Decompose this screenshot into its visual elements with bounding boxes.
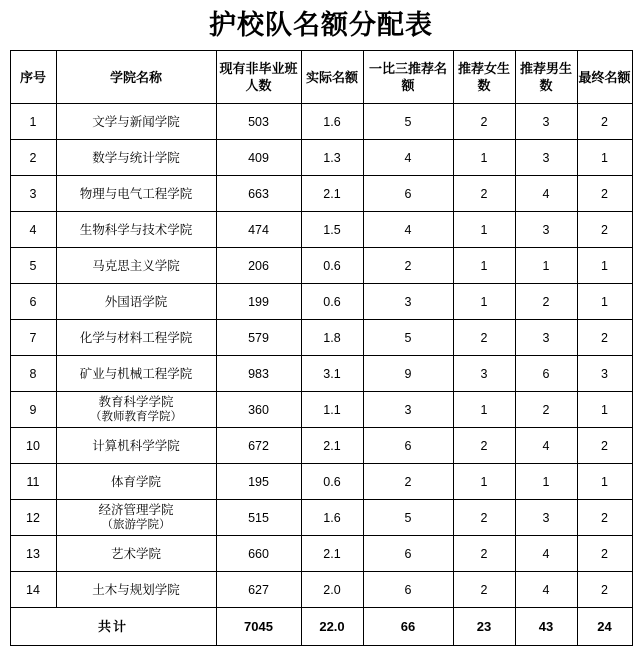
cell-current-nongraduating: 199	[216, 284, 301, 320]
table-row	[10, 464, 632, 500]
cell-actual-quota: 2.1	[301, 428, 363, 464]
college-name-main: 矿业与机械工程学院	[79, 366, 193, 381]
cell-current-nongraduating: 660	[216, 536, 301, 572]
cell-current-nongraduating: 474	[216, 212, 301, 248]
cell-total-ratio-quota: 66	[363, 608, 453, 646]
cell-male-count: 3	[515, 320, 577, 356]
cell-college-name	[56, 104, 216, 140]
table-row	[10, 428, 632, 464]
cell-female-count: 2	[453, 536, 515, 572]
cell-final-quota: 1	[577, 284, 632, 320]
cell-male-count: 3	[515, 212, 577, 248]
cell-total-male-count: 43	[515, 608, 577, 646]
cell-actual-quota: 2.1	[301, 536, 363, 572]
table-body	[10, 104, 632, 646]
cell-final-quota: 2	[577, 572, 632, 608]
table-header-row	[10, 51, 632, 104]
college-name-main: 文学与新闻学院	[92, 114, 180, 129]
cell-current-nongraduating: 663	[216, 176, 301, 212]
cell-total-final-quota: 24	[577, 608, 632, 646]
cell-college-name	[56, 536, 216, 572]
cell-index: 12	[10, 500, 56, 536]
college-name-main: 艺术学院	[110, 546, 161, 561]
cell-college-name	[56, 392, 216, 428]
cell-college-name	[56, 572, 216, 608]
cell-female-count: 1	[453, 212, 515, 248]
cell-ratio-quota: 4	[363, 140, 453, 176]
cell-current-nongraduating: 206	[216, 248, 301, 284]
table-row	[10, 140, 632, 176]
cell-male-count: 3	[515, 500, 577, 536]
cell-current-nongraduating: 627	[216, 572, 301, 608]
page-title: 护校队名额分配表	[209, 10, 433, 40]
cell-ratio-quota: 6	[363, 428, 453, 464]
table-row	[10, 572, 632, 608]
cell-index: 14	[10, 572, 56, 608]
cell-current-nongraduating: 983	[216, 356, 301, 392]
cell-ratio-quota: 5	[363, 104, 453, 140]
cell-college-name	[56, 356, 216, 392]
cell-female-count: 2	[453, 572, 515, 608]
column-header-current-nongraduating: 现有非毕业班人数	[216, 51, 301, 104]
cell-index: 10	[10, 428, 56, 464]
cell-final-quota: 1	[577, 140, 632, 176]
cell-final-quota: 2	[577, 320, 632, 356]
cell-female-count: 2	[453, 320, 515, 356]
cell-female-count: 1	[453, 464, 515, 500]
cell-current-nongraduating: 515	[216, 500, 301, 536]
cell-actual-quota: 1.6	[301, 500, 363, 536]
cell-actual-quota: 0.6	[301, 284, 363, 320]
college-name-main: 物理与电气工程学院	[79, 186, 193, 201]
cell-male-count: 4	[515, 176, 577, 212]
cell-index: 5	[10, 248, 56, 284]
column-header-index: 序号	[10, 51, 56, 104]
cell-final-quota: 3	[577, 356, 632, 392]
cell-college-name	[56, 176, 216, 212]
cell-index: 6	[10, 284, 56, 320]
cell-college-name	[56, 248, 216, 284]
column-header-actual-quota: 实际名额	[301, 51, 363, 104]
cell-actual-quota: 0.6	[301, 248, 363, 284]
table-row	[10, 500, 632, 536]
quota-allocation-table	[10, 50, 633, 646]
cell-final-quota: 1	[577, 464, 632, 500]
column-header-final-quota: 最终名额	[577, 51, 632, 104]
cell-final-quota: 2	[577, 500, 632, 536]
cell-actual-quota: 1.6	[301, 104, 363, 140]
cell-male-count: 6	[515, 356, 577, 392]
column-header-male-count: 推荐男生数	[515, 51, 577, 104]
cell-actual-quota: 1.8	[301, 320, 363, 356]
cell-ratio-quota: 3	[363, 284, 453, 320]
cell-female-count: 3	[453, 356, 515, 392]
cell-female-count: 1	[453, 392, 515, 428]
college-name-main: 马克思主义学院	[92, 258, 180, 273]
cell-current-nongraduating: 409	[216, 140, 301, 176]
cell-male-count: 2	[515, 392, 577, 428]
cell-male-count: 4	[515, 536, 577, 572]
cell-female-count: 1	[453, 284, 515, 320]
cell-male-count: 2	[515, 284, 577, 320]
cell-female-count: 2	[453, 176, 515, 212]
cell-female-count: 1	[453, 248, 515, 284]
cell-index: 2	[10, 140, 56, 176]
cell-female-count: 2	[453, 500, 515, 536]
cell-actual-quota: 1.5	[301, 212, 363, 248]
cell-final-quota: 2	[577, 176, 632, 212]
cell-index: 9	[10, 392, 56, 428]
cell-male-count: 4	[515, 572, 577, 608]
document-page	[0, 8, 642, 667]
cell-ratio-quota: 6	[363, 572, 453, 608]
cell-final-quota: 2	[577, 104, 632, 140]
cell-female-count: 2	[453, 104, 515, 140]
cell-final-quota: 1	[577, 392, 632, 428]
column-header-college: 学院名称	[56, 51, 216, 104]
cell-index: 7	[10, 320, 56, 356]
cell-college-name	[56, 212, 216, 248]
table-row	[10, 536, 632, 572]
cell-actual-quota: 1.1	[301, 392, 363, 428]
table-row	[10, 176, 632, 212]
cell-index: 1	[10, 104, 56, 140]
cell-ratio-quota: 6	[363, 176, 453, 212]
table-row	[10, 248, 632, 284]
cell-college-name	[56, 428, 216, 464]
cell-actual-quota: 1.3	[301, 140, 363, 176]
cell-ratio-quota: 4	[363, 212, 453, 248]
cell-female-count: 2	[453, 428, 515, 464]
cell-college-name	[56, 284, 216, 320]
cell-total-actual-quota: 22.0	[301, 608, 363, 646]
cell-index: 8	[10, 356, 56, 392]
cell-college-name	[56, 464, 216, 500]
table-row	[10, 320, 632, 356]
college-name-sub: （教师教育学院）	[90, 411, 182, 423]
table-row	[10, 392, 632, 428]
college-name-sub: （旅游学院）	[101, 519, 171, 531]
cell-female-count: 1	[453, 140, 515, 176]
cell-final-quota: 2	[577, 212, 632, 248]
cell-ratio-quota: 5	[363, 500, 453, 536]
cell-college-name	[56, 320, 216, 356]
college-name-main: 计算机科学学院	[92, 438, 180, 453]
cell-actual-quota: 3.1	[301, 356, 363, 392]
cell-college-name	[56, 500, 216, 536]
college-name-main: 体育学院	[110, 474, 161, 489]
cell-index: 4	[10, 212, 56, 248]
cell-current-nongraduating: 503	[216, 104, 301, 140]
column-header-ratio-quota: 一比三推荐名额	[363, 51, 453, 104]
college-name-main: 土木与规划学院	[92, 582, 180, 597]
table-row	[10, 104, 632, 140]
cell-ratio-quota: 3	[363, 392, 453, 428]
cell-ratio-quota: 2	[363, 464, 453, 500]
table-total-row	[10, 608, 632, 646]
cell-actual-quota: 0.6	[301, 464, 363, 500]
cell-index: 11	[10, 464, 56, 500]
table-row	[10, 212, 632, 248]
cell-male-count: 3	[515, 140, 577, 176]
cell-ratio-quota: 6	[363, 536, 453, 572]
cell-male-count: 1	[515, 464, 577, 500]
cell-final-quota: 2	[577, 428, 632, 464]
cell-index: 3	[10, 176, 56, 212]
cell-male-count: 4	[515, 428, 577, 464]
table-header	[10, 51, 632, 104]
cell-male-count: 3	[515, 104, 577, 140]
cell-college-name	[56, 140, 216, 176]
college-name-main: 教育科学学院	[98, 395, 174, 409]
cell-total-current: 7045	[216, 608, 301, 646]
college-name-main: 外国语学院	[104, 294, 168, 309]
table-row	[10, 356, 632, 392]
cell-current-nongraduating: 360	[216, 392, 301, 428]
cell-final-quota: 2	[577, 536, 632, 572]
cell-ratio-quota: 9	[363, 356, 453, 392]
cell-total-female-count: 23	[453, 608, 515, 646]
college-name-main: 数学与统计学院	[92, 150, 180, 165]
cell-current-nongraduating: 672	[216, 428, 301, 464]
cell-actual-quota: 2.1	[301, 176, 363, 212]
cell-ratio-quota: 2	[363, 248, 453, 284]
college-name-main: 经济管理学院	[98, 503, 174, 517]
cell-male-count: 1	[515, 248, 577, 284]
college-name-main: 生物科学与技术学院	[79, 222, 193, 237]
table-row	[10, 284, 632, 320]
cell-actual-quota: 2.0	[301, 572, 363, 608]
cell-ratio-quota: 5	[363, 320, 453, 356]
cell-current-nongraduating: 195	[216, 464, 301, 500]
cell-final-quota: 1	[577, 248, 632, 284]
college-name-main: 化学与材料工程学院	[79, 330, 193, 345]
cell-index: 13	[10, 536, 56, 572]
cell-current-nongraduating: 579	[216, 320, 301, 356]
column-header-female-count: 推荐女生数	[453, 51, 515, 104]
cell-total-label: 共计	[10, 608, 216, 646]
